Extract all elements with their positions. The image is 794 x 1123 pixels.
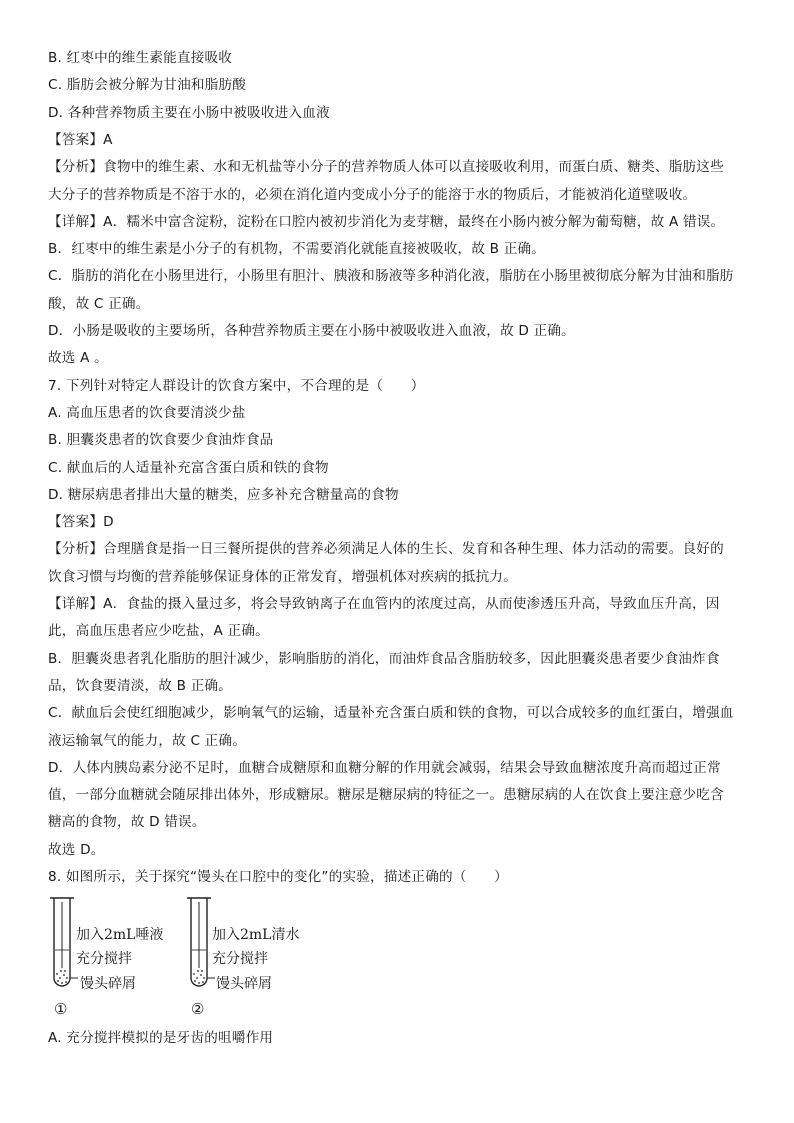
- text-line: A. 高血压患者的饮食要清淡少盐: [48, 404, 246, 421]
- tube2-number: ②: [191, 1000, 205, 1018]
- text-line: 【答案】D: [48, 514, 114, 531]
- test-tube-figure: [44, 892, 344, 1022]
- text-line: 饮食习惯与均衡的营养能够保证身体的正常发育，增强机体对疾病的抵抗力。: [48, 568, 517, 585]
- tube1-number: ①: [54, 1000, 68, 1018]
- tube2-label-line1: 加入2mL清水: [212, 927, 300, 943]
- tube1-label-line2: 充分搅拌: [76, 951, 132, 967]
- text-line: B. 胆囊炎患者的饮食要少食油炸食品: [48, 432, 274, 449]
- text-line: D. 各种营养物质主要在小肠中被吸收进入血液: [48, 104, 330, 121]
- text-line: B. 红枣中的维生素能直接吸收: [48, 50, 233, 66]
- test-tube-1: [50, 898, 78, 986]
- text-line: 【分析】合理膳食是指一日三餐所提供的营养必须满足人体的生长、发育和各种生理、体力活动的需要。良好的: [48, 541, 724, 558]
- text-line: 7. 下列针对特定人群设计的饮食方案中，不合理的是（ ）: [48, 377, 425, 394]
- text-line: 品，饮食要清淡，故 B 正确。: [48, 677, 233, 694]
- text-line: 糖高的食物，故 D 错误。: [48, 814, 206, 831]
- text-line: 故选 A 。: [48, 350, 108, 367]
- text-line: C. 献血后的人适量补充富含蛋白质和铁的食物: [48, 459, 329, 476]
- text-line: 【详解】A．糯米中富含淀粉，淀粉在口腔内被初步消化为麦芽糖，最终在小肠内被分解为葡萄糖，故 A 错误。: [48, 213, 725, 230]
- text-line: 液运输氧气的能力，故 C 正确。: [48, 732, 247, 749]
- tube2-label-line3: 馒头碎屑: [216, 976, 272, 992]
- tube2-label-line2: 充分搅拌: [212, 951, 268, 967]
- text-line: 【分析】食物中的维生素、水和无机盐等小分子的营养物质人体可以直接吸收利用，而蛋白质、糖类、脂肪这些: [48, 159, 724, 176]
- text-line: 酸，故 C 正确。: [48, 295, 150, 312]
- text-line: D．小肠是吸收的主要场所，各种营养物质主要在小肠中被吸收进入血液，故 D 正确。: [48, 323, 575, 339]
- text-line: C. 脂肪会被分解为甘油和脂肪酸: [48, 77, 247, 94]
- text-line: C．献血后会使红细胞减少，影响氧气的运输，适量补充含蛋白质和铁的食物，可以合成较多的血红蛋白，增强血: [48, 705, 734, 722]
- text-line: 8. 如图所示，关于探究“馒头在口腔中的变化”的实验，描述正确的（ ）: [48, 869, 508, 885]
- option-a-line: A. 充分搅拌模拟的是牙齿的咀嚼作用: [48, 1030, 274, 1046]
- text-line: 值，一部分血糖就会随尿排出体外，形成糖尿。糖尿是糖尿病的特征之一。患糖尿病的人在饮食上要注意少吃含: [48, 787, 724, 804]
- text-line: 此，高血压患者应少吃盐，A 正确。: [48, 623, 269, 640]
- test-tube-2: [187, 898, 215, 986]
- text-line: C．脂肪的消化在小肠里进行，小肠里有胆汁、胰液和肠液等多种消化液，脂肪在小肠里被彻底分解为甘油和脂肪: [48, 268, 734, 285]
- text-line: D. 糖尿病患者排出大量的糖类，应多补充含糖量高的食物: [48, 486, 399, 503]
- text-line: 【答案】A: [48, 131, 113, 148]
- text-line: B．胆囊炎患者乳化脂肪的胆汁减少，影响脂肪的消化，而油炸食品含脂肪较多，因此胆囊炎患者要少食油炸食: [48, 650, 720, 667]
- text-line: 故选 D。: [48, 841, 105, 858]
- tube1-label-line1: 加入2mL唾液: [76, 927, 164, 943]
- text-line: 【详解】A．食盐的摄入量过多，将会导致钠离子在血管内的浓度过高，从而使渗透压升高，导致血压升高，因: [48, 596, 720, 612]
- text-line: D．人体内胰岛素分泌不足时，血糖合成糖原和血糖分解的作用就会减弱，结果会导致血糖浓度升高而超过正常: [48, 759, 721, 776]
- text-line: 大分子的营养物质是不溶于水的，必须在消化道内变成小分子的能溶于水的物质后，才能被消化道壁吸收。: [48, 186, 697, 203]
- text-line: B．红枣中的维生素是小分子的有机物，不需要消化就能直接被吸收，故 B 正确。: [48, 241, 546, 258]
- tube1-label-line3: 馒头碎屑: [80, 976, 136, 992]
